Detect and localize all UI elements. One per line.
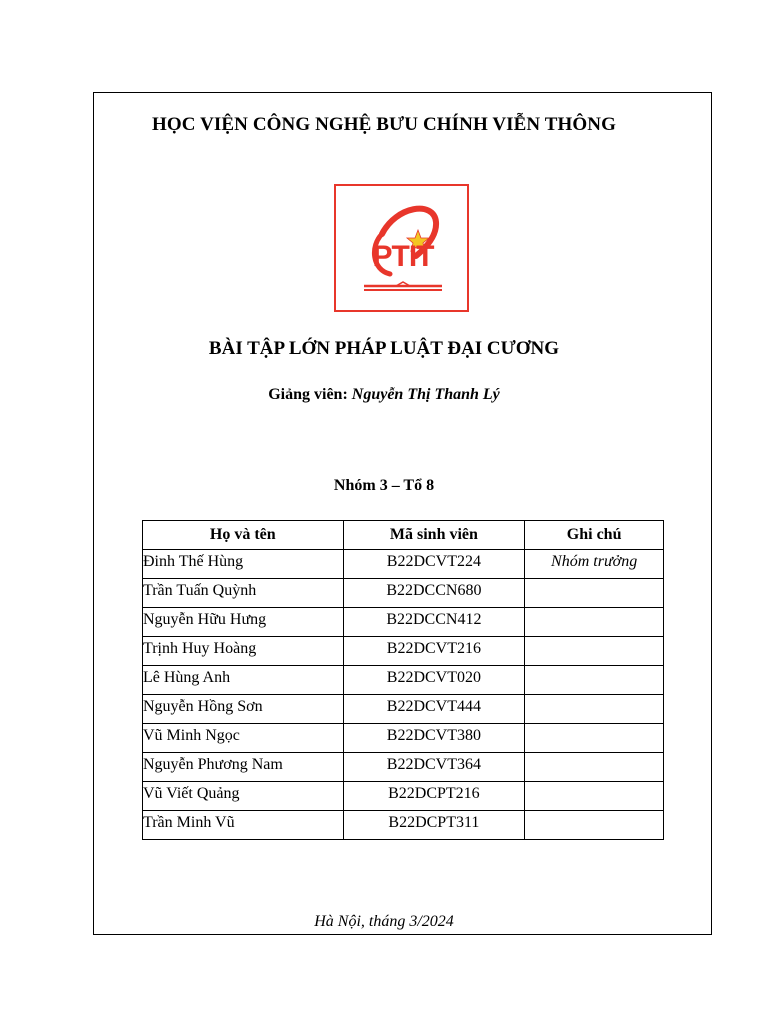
member-id: B22DCVT444 [343,695,525,724]
member-note [525,579,664,608]
member-name: Nguyễn Phương Nam [143,753,344,782]
table-row [143,753,664,782]
table-row [143,579,664,608]
table-row [143,782,664,811]
member-id: B22DCPT311 [343,811,525,840]
table-row [143,811,664,840]
header-name: Họ và tên [143,521,344,550]
member-note [525,666,664,695]
member-note [525,637,664,666]
assignment-title: BÀI TẬP LỚN PHÁP LUẬT ĐẠI CƯƠNG [208,338,560,359]
member-note [525,811,664,840]
member-name: Trần Tuấn Quỳnh [143,579,344,608]
table-row [143,608,664,637]
member-name: Nguyễn Hữu Hưng [143,608,344,637]
member-name: Đinh Thế Hùng [143,550,344,579]
member-id: B22DCVT380 [343,724,525,753]
member-id: B22DCCN680 [343,579,525,608]
header-note: Ghi chú [525,521,664,550]
member-id: B22DCVT364 [343,753,525,782]
header-student-id: Mã sinh viên [343,521,525,550]
table-row [143,637,664,666]
member-name: Trần Minh Vũ [143,811,344,840]
member-note [525,608,664,637]
member-note: Nhóm trưởng [525,550,664,579]
table-row [143,666,664,695]
lecturer-line [0,386,768,404]
logo-text: PTIT [372,240,434,273]
member-name: Vũ Minh Ngọc [143,724,344,753]
table-row [143,724,664,753]
table-row [143,550,664,579]
member-name: Nguyễn Hồng Sơn [143,695,344,724]
member-id: B22DCVT224 [343,550,525,579]
member-id: B22DCCN412 [343,608,525,637]
member-note [525,753,664,782]
table-header-row [143,521,664,550]
member-id: B22DCVT216 [343,637,525,666]
member-name: Trịnh Huy Hoàng [143,637,344,666]
place-date: Hà Nội, tháng 3/2024 [314,913,454,930]
members-table [142,520,664,840]
group-label: Nhóm 3 – Tổ 8 [333,477,435,494]
institute-name: HỌC VIỆN CÔNG NGHỆ BƯU CHÍNH VIỄN THÔNG [151,114,616,135]
lecturer-label: Giảng viên: [268,386,348,403]
member-name: Vũ Viết Quảng [143,782,344,811]
member-note [525,724,664,753]
lecturer-name: Nguyễn Thị Thanh Lý [351,386,500,403]
member-id: B22DCVT020 [343,666,525,695]
member-note [525,695,664,724]
member-id: B22DCPT216 [343,782,525,811]
table-row [143,695,664,724]
ptit-logo-icon [334,184,469,312]
member-name: Lê Hùng Anh [143,666,344,695]
member-note [525,782,664,811]
